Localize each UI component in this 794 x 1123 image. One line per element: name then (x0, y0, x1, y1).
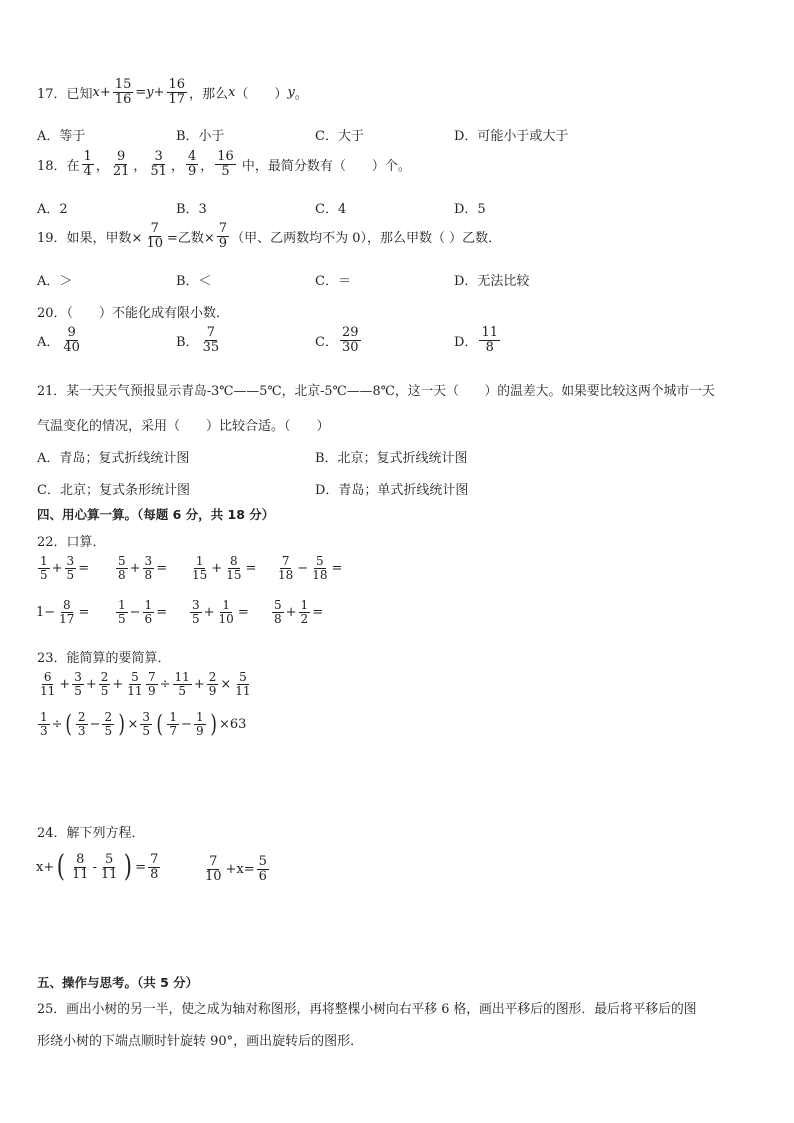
q24-equation-2 (201, 855, 271, 883)
denominator: 9 (148, 683, 156, 698)
operator: + (285, 604, 297, 620)
separator: ， (200, 158, 214, 174)
equals: = (245, 560, 257, 576)
numerator: 2 (77, 710, 86, 724)
numerator: 3 (66, 554, 75, 568)
denominator: 5 (192, 611, 200, 626)
q17-equals: = (135, 84, 147, 100)
denominator: 17 (168, 91, 186, 107)
denominator: 10 (146, 235, 163, 251)
separator: ， (133, 158, 147, 174)
q18-fraction-2 (111, 150, 132, 178)
question-19 (37, 222, 501, 250)
q17-option-c: C．大于 (315, 129, 364, 144)
numerator: 8 (76, 851, 85, 867)
numerator: 5 (118, 554, 126, 568)
fraction (116, 599, 128, 625)
numerator: 1 (222, 598, 230, 612)
q17-fraction-1 (113, 78, 134, 106)
numerator: 1 (169, 710, 178, 724)
denominator: 11 (127, 683, 143, 698)
question-22: 22．口算． (37, 535, 106, 550)
fraction (99, 671, 111, 697)
numerator: 1 (40, 554, 48, 568)
fraction (38, 711, 50, 737)
lead: 1− (36, 604, 56, 620)
operator: + (85, 676, 97, 692)
q22-row1-item-1 (36, 555, 89, 581)
left-paren: ( (64, 710, 72, 739)
q22-row2-item-4 (270, 599, 323, 625)
numerator: 5 (105, 851, 114, 867)
separator: ， (170, 158, 184, 174)
fraction (102, 711, 114, 737)
q17-y: y (146, 84, 154, 100)
q17-plus-2: + (153, 84, 165, 100)
fraction (146, 671, 158, 697)
denominator: 30 (341, 339, 359, 355)
denominator: 6 (258, 868, 267, 884)
numerator: 3 (142, 710, 151, 724)
equals: = (312, 604, 324, 620)
numerator: 29 (341, 325, 359, 340)
section-4-heading: 四、用心算一算。（每题 6 分，共 18 分） (37, 507, 275, 522)
denominator: 11 (100, 866, 118, 882)
q19-option-c: C．＝ (315, 274, 351, 289)
option-label: A． (37, 334, 60, 350)
q19-option-b: B．＜ (176, 274, 212, 289)
numerator: 5 (274, 598, 282, 612)
fraction (76, 711, 88, 737)
q18-suffix: 中，最简分数有（ ）个。 (241, 158, 411, 174)
denominator: 8 (485, 339, 494, 355)
question-21-line-1: 21．某一天天气预报显示青岛-3℃——5℃，北京-5℃——8℃，这一天（ ）的温差大。如果要比较这两个城市一天 (37, 384, 715, 399)
numerator: 1 (40, 710, 48, 724)
denominator: 5 (104, 723, 113, 738)
operator: ÷ (51, 716, 63, 732)
operator: − (89, 716, 101, 732)
numerator: 5 (239, 670, 247, 684)
q19-fraction-2 (217, 222, 229, 250)
numerator: 7 (150, 851, 159, 867)
fraction (116, 555, 128, 581)
numerator: 2 (208, 670, 217, 684)
fraction (207, 671, 219, 697)
operator: ÷ (159, 676, 171, 692)
q17-suffix: ，那么 (189, 86, 229, 102)
numerator: 5 (131, 670, 139, 684)
left-paren: ( (56, 849, 66, 884)
fraction (173, 671, 192, 697)
fraction (167, 711, 179, 737)
denominator: 9 (187, 163, 197, 179)
numerator: 6 (43, 670, 52, 684)
numerator: 3 (154, 149, 163, 164)
fraction (148, 853, 160, 881)
denominator: 15 (226, 567, 242, 582)
operator: + (203, 604, 215, 620)
denominator: 2 (300, 611, 309, 626)
equals: = (78, 560, 90, 576)
numerator: 1 (118, 598, 126, 612)
operator: − (181, 716, 192, 732)
denominator: 5 (221, 163, 230, 179)
option-label: C． (315, 334, 338, 350)
equals: = (237, 604, 249, 620)
numerator: 1 (83, 149, 92, 164)
equals: = (156, 560, 168, 576)
q19-prefix: 19．如果，甲数× (37, 230, 143, 246)
denominator: 3 (77, 723, 86, 738)
denominator: 18 (278, 567, 294, 582)
denominator: 16 (114, 91, 132, 107)
denominator: 4 (83, 163, 92, 179)
right-paren: ) (124, 849, 133, 884)
fraction (276, 555, 295, 581)
fraction (190, 599, 202, 625)
numerator: 8 (62, 598, 71, 612)
section-5-heading: 五、操作与思考。（共 5 分） (37, 975, 199, 990)
q18-fraction-4 (186, 150, 198, 178)
q17-fraction-2 (167, 78, 188, 106)
numerator: 7 (150, 221, 159, 236)
numerator: 16 (168, 77, 186, 92)
q19-fraction-1 (144, 222, 165, 250)
q18-fraction-3 (148, 150, 169, 178)
numerator: 7 (209, 854, 218, 869)
q22-row1-item-3 (188, 555, 256, 581)
numerator: 4 (187, 149, 197, 164)
q20-option-a (37, 326, 84, 354)
q22-row2-item-2 (114, 599, 167, 625)
fraction (72, 671, 84, 697)
fraction (143, 599, 155, 625)
denominator: 17 (59, 611, 75, 626)
fraction (217, 599, 236, 625)
operator: + (211, 560, 223, 576)
fraction (99, 853, 120, 881)
question-20: 20．（ ）不能化成有限小数． (37, 306, 230, 321)
denominator: 3 (40, 723, 48, 738)
operator: × (127, 716, 139, 732)
q19-option-a: A．＞ (37, 274, 73, 289)
q21-option-a: A．青岛；复式折线统计图 (37, 451, 190, 466)
question-21-line-2: 气温变化的情况，采用（ ）比较合适。（ ） (37, 419, 330, 434)
numerator: 16 (217, 149, 234, 164)
q17-option-a: A．等于 (37, 129, 86, 144)
separator: ， (95, 158, 109, 174)
operator: − (129, 604, 141, 620)
q22-row1-item-4 (274, 555, 342, 581)
fraction (203, 855, 224, 883)
fraction (194, 711, 206, 737)
q17-option-b: B．小于 (176, 129, 225, 144)
q23-expression-2 (144, 671, 255, 697)
denominator: 10 (218, 611, 234, 626)
denominator: 5 (118, 611, 126, 626)
denominator: 7 (169, 723, 178, 738)
denominator: 8 (274, 611, 282, 626)
numerator: 11 (174, 670, 190, 684)
q18-prefix: 18．在 (37, 158, 80, 174)
q17-blank: （ ） (235, 86, 288, 102)
fraction (233, 671, 252, 697)
numerator: 1 (300, 598, 309, 612)
denominator: 9 (218, 235, 228, 251)
q18-option-c: C．4 (315, 202, 347, 217)
mid: +x= (225, 861, 255, 877)
q23-expression-3 (36, 711, 246, 737)
q22-row2-item-3 (188, 599, 249, 625)
fraction (38, 671, 57, 697)
operator: + (59, 676, 71, 692)
right-paren: ) (118, 710, 126, 739)
q21-option-d: D．青岛；单式折线统计图 (315, 483, 469, 498)
option-fraction (479, 326, 500, 354)
fraction (299, 599, 311, 625)
denominator: 40 (63, 339, 80, 355)
option-fraction (340, 326, 361, 354)
fraction (65, 555, 77, 581)
option-fraction (61, 326, 82, 354)
denominator: 11 (40, 683, 56, 698)
numerator: 7 (148, 670, 156, 684)
denominator: 21 (112, 163, 130, 179)
q18-option-b: B．3 (176, 202, 207, 217)
numerator: 2 (104, 710, 113, 724)
q17-end: 。 (294, 86, 308, 102)
option-label: D． (454, 334, 478, 350)
question-17 (37, 78, 308, 106)
numerator: 3 (74, 670, 82, 684)
q17-x2: x (228, 84, 236, 100)
q19-mid: =乙数× (166, 230, 215, 246)
q18-option-d: D．5 (454, 202, 486, 217)
left-paren: ( (156, 710, 163, 739)
q21-option-c: C．北京；复式条形统计图 (37, 483, 190, 498)
option-label: B． (176, 334, 199, 350)
denominator: 9 (195, 723, 204, 738)
numerator: 7 (206, 325, 215, 340)
q17-x: x (92, 84, 100, 100)
fraction (257, 855, 269, 883)
operator: − (297, 560, 309, 576)
denominator: 5 (142, 723, 151, 738)
q18-fraction-1 (82, 150, 94, 178)
denominator: 15 (192, 567, 208, 582)
denominator: 5 (178, 683, 186, 698)
operator: - (92, 859, 97, 875)
denominator: 5 (74, 683, 82, 698)
numerator: 3 (144, 554, 153, 568)
fraction (140, 711, 152, 737)
denominator: 8 (144, 567, 153, 582)
q17-prefix: 17．已知 (37, 86, 93, 102)
fraction (38, 555, 50, 581)
numerator: 5 (258, 854, 267, 869)
tail: ×63 (218, 716, 247, 732)
numerator: 1 (195, 554, 204, 568)
operator: + (51, 560, 63, 576)
denominator: 5 (40, 567, 48, 582)
operator: + (112, 676, 124, 692)
question-23: 23．能简算的要简算． (37, 651, 171, 666)
numerator: 1 (195, 710, 204, 724)
denominator: 5 (66, 567, 75, 582)
numerator: 5 (316, 554, 324, 568)
denominator: 9 (208, 683, 217, 698)
equals: = (331, 560, 343, 576)
denominator: 35 (202, 339, 220, 355)
numerator: 9 (67, 325, 76, 340)
equals: = (135, 859, 147, 875)
q20-option-d (454, 326, 502, 354)
q21-option-b: B．北京；复式折线统计图 (315, 451, 468, 466)
fraction (125, 671, 144, 697)
q17-y2: y (287, 84, 295, 100)
equals: = (156, 604, 168, 620)
operator: + (193, 676, 205, 692)
fraction (143, 555, 155, 581)
q22-row2-item-1 (36, 599, 89, 625)
q19-option-d: D．无法比较 (454, 274, 530, 289)
lead: x+ (36, 859, 55, 875)
numerator: 3 (192, 598, 200, 612)
denominator: 18 (312, 567, 328, 582)
numerator: 1 (144, 598, 153, 612)
q17-plus: + (99, 84, 111, 100)
denominator: 6 (144, 611, 153, 626)
q18-option-a: A．2 (37, 202, 68, 217)
q22-row1-item-2 (114, 555, 167, 581)
denominator: 51 (150, 163, 167, 179)
operator: + (129, 560, 141, 576)
denominator: 10 (205, 868, 222, 884)
question-24: 24．解下列方程． (37, 826, 145, 841)
denominator: 11 (235, 683, 251, 698)
q20-option-b (176, 326, 223, 354)
q18-fraction-5 (215, 150, 236, 178)
numerator: 9 (116, 149, 126, 164)
fraction (310, 555, 329, 581)
option-fraction (201, 326, 222, 354)
q20-option-c (315, 326, 363, 354)
denominator: 8 (150, 866, 159, 882)
q17-option-d: D．可能小于或大于 (454, 129, 569, 144)
fraction (190, 555, 209, 581)
q19-suffix: （甲、乙两数均不为 0），那么甲数（ ）乙数． (231, 230, 502, 246)
fraction (224, 555, 243, 581)
q23-expression-1 (36, 671, 147, 697)
denominator: 11 (71, 866, 89, 882)
question-25-line-2: 形绕小树的下端点顺时针旋转 90°，画出旋转后的图形． (37, 1034, 364, 1049)
fraction (57, 599, 76, 625)
numerator: 8 (230, 554, 238, 568)
fraction (272, 599, 284, 625)
numerator: 7 (218, 221, 228, 236)
q24-equation-1 (36, 849, 162, 884)
right-paren: ) (210, 710, 217, 739)
numerator: 7 (281, 554, 290, 568)
question-25-line-1: 25．画出小树的另一半，使之成为轴对称图形，再将整棵小树向右平移 6 格，画出平移后的图形．最后将平移后的图 (37, 1002, 697, 1017)
operator: × (220, 676, 232, 692)
numerator: 2 (100, 670, 109, 684)
numerator: 11 (481, 325, 498, 340)
denominator: 5 (100, 683, 109, 698)
denominator: 8 (118, 567, 126, 582)
fraction (70, 853, 91, 881)
question-18 (37, 150, 411, 178)
equals: = (78, 604, 90, 620)
numerator: 15 (114, 77, 132, 92)
